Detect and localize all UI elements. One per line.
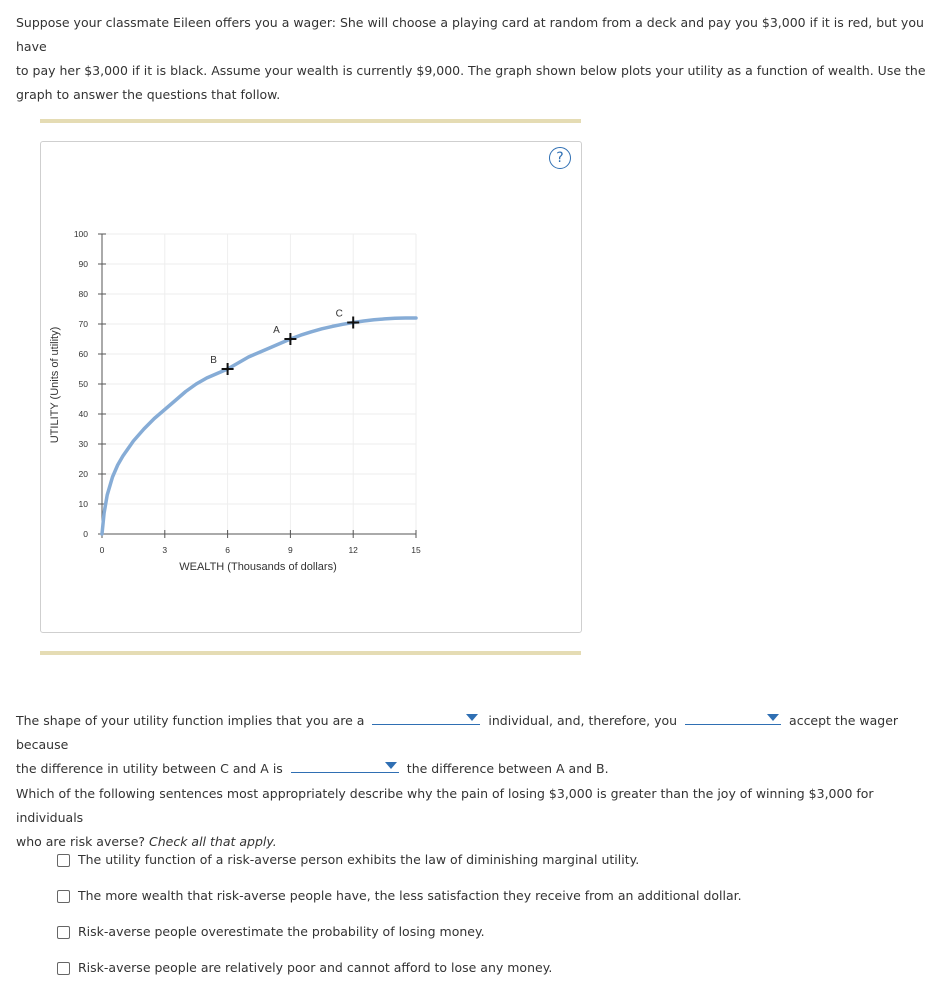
x-tick-label: 15 [411, 545, 421, 555]
y-tick-label: 80 [78, 289, 88, 299]
x-axis-label: WEALTH (Thousands of dollars) [179, 561, 337, 573]
chevron-down-icon [385, 762, 397, 769]
y-tick-label: 40 [78, 409, 88, 419]
y-tick-label: 10 [78, 499, 88, 509]
point-b-label: B [210, 355, 217, 366]
y-axis-label: UTILITY (Units of utility) [49, 326, 61, 444]
option-1[interactable] [57, 852, 639, 868]
graph-panel [40, 141, 582, 633]
question-help-icon[interactable]: ? [549, 147, 571, 169]
option-2[interactable] [57, 888, 742, 904]
problem-intro [16, 11, 931, 107]
option-1-label[interactable]: The utility function of a risk-averse person exhibits the law of diminishing marginal utility. [78, 852, 640, 867]
x-tick-label: 3 [162, 545, 168, 555]
y-tick-label: 100 [73, 229, 88, 239]
y-tick-label: 60 [78, 349, 88, 359]
option-2-checkbox[interactable] [57, 890, 70, 903]
y-tick-label: 20 [78, 469, 88, 479]
x-tick-label: 12 [348, 545, 358, 555]
accept-dropdown[interactable] [685, 710, 781, 725]
option-3-checkbox[interactable] [57, 926, 70, 939]
intro-line-3: graph to answer the questions that follow. [16, 87, 281, 102]
x-tick-label: 6 [225, 545, 230, 555]
option-3-label[interactable]: Risk-averse people overestimate the probability of losing money. [78, 924, 485, 939]
question-2 [16, 782, 926, 854]
q1-text-part3: accept the wager because [16, 713, 899, 752]
top-divider [40, 119, 581, 123]
q2-line-1: Which of the following sentences most appropriately describe why the pain of losing $3,000 is greater than the joy of winning $3,000 for individuals [16, 786, 874, 825]
bottom-divider [40, 651, 581, 655]
intro-line-2: to pay her $3,000 if it is black. Assume your wealth is currently $9,000. The graph shown below plots your utility as a function of wealth. Use the [16, 63, 926, 78]
y-tick-label: 30 [78, 439, 88, 449]
y-tick-label: 90 [78, 259, 88, 269]
option-4-checkbox[interactable] [57, 962, 70, 975]
point-a-label: A [273, 325, 280, 336]
risk-type-dropdown[interactable] [372, 710, 480, 725]
chevron-down-icon [767, 714, 779, 721]
y-tick-label: 50 [78, 379, 88, 389]
chevron-down-icon [466, 714, 478, 721]
option-2-label[interactable]: The more wealth that risk-averse people have, the less satisfaction they receive from an additional dollar. [78, 888, 742, 903]
q1-text-part2: individual, and, therefore, you [488, 713, 678, 728]
option-3[interactable] [57, 924, 485, 940]
question-1 [16, 709, 931, 781]
q1-text-part4: the difference in utility between C and A is [16, 761, 283, 776]
comparison-dropdown[interactable] [291, 758, 399, 773]
option-1-checkbox[interactable] [57, 854, 70, 867]
intro-line-1: Suppose your classmate Eileen offers you a wager: She will choose a playing card at random from a deck and pay you $3,000 if it is red, but you have [16, 15, 924, 54]
option-4-label[interactable]: Risk-averse people are relatively poor and cannot afford to lose any money. [78, 960, 553, 975]
q2-line-2: who are risk averse? [16, 834, 149, 849]
x-tick-label: 9 [288, 545, 293, 555]
y-tick-label: 0 [83, 529, 88, 539]
q1-text-part5: the difference between A and B. [406, 761, 609, 776]
point-c-label: C [335, 308, 343, 320]
y-tick-label: 70 [78, 319, 88, 329]
check-all-instruction: Check all that apply. [149, 834, 277, 849]
x-tick-label: 0 [99, 545, 105, 555]
q1-text-part1: The shape of your utility function implies that you are a [16, 713, 365, 728]
option-4[interactable] [57, 960, 552, 976]
